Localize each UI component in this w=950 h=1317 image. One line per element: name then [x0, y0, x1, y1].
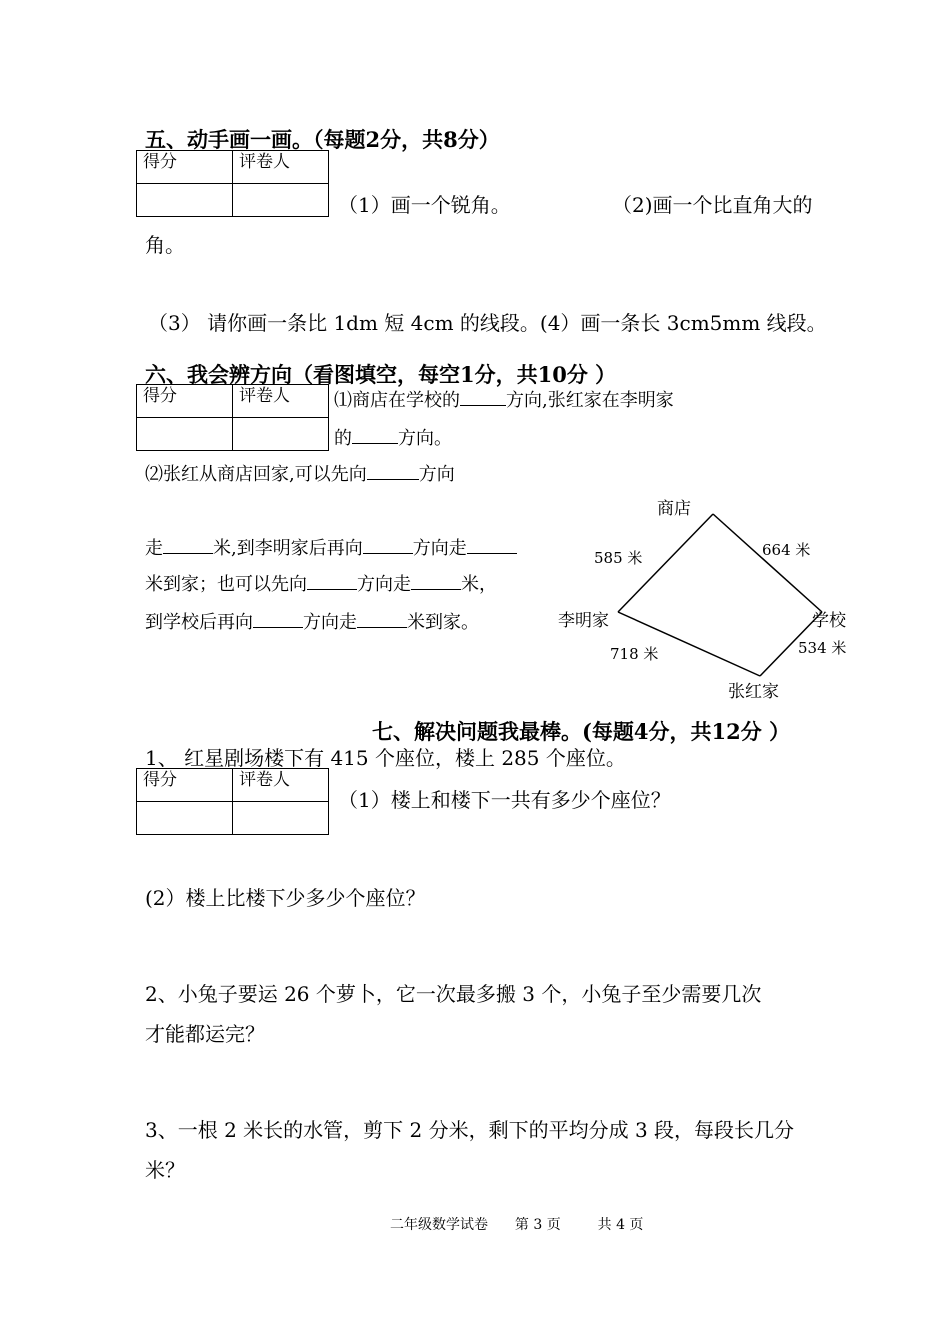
- grader-cell-input[interactable]: [233, 418, 329, 451]
- distance-shop-school: 664 米: [762, 541, 811, 559]
- label-shop: 商店: [657, 499, 691, 519]
- footer-page: 第 3 页: [514, 1217, 561, 1233]
- line5-text-c: 米到家。: [407, 612, 479, 633]
- section6-q2-line4: [145, 608, 479, 634]
- page-footer: [390, 1214, 643, 1234]
- section6-q1-line2: [334, 424, 452, 450]
- answer-blank[interactable]: [163, 553, 213, 554]
- footer-subject: 二年级数学试卷: [390, 1217, 488, 1233]
- edge-liming-shop: [618, 514, 713, 612]
- line4-text-a: 米到家；也可以先向: [145, 574, 307, 595]
- section5-q2: （2)画一个比直角大的: [612, 193, 813, 217]
- line3-text-c: 方向走: [412, 538, 467, 559]
- score-cell-label: 得分: [137, 769, 233, 802]
- answer-blank[interactable]: [352, 443, 398, 444]
- answer-blank[interactable]: [460, 405, 506, 406]
- score-table-section6: [136, 384, 329, 451]
- section6-q2-line3: [145, 570, 497, 596]
- section5-q2-cont: 角。: [145, 233, 185, 257]
- line5-text-a: 到学校后再向: [145, 612, 253, 633]
- q1-text-a: ⑴商店在学校的: [334, 390, 460, 411]
- score-cell-label: 得分: [137, 385, 233, 418]
- grader-cell-label: 评卷人: [233, 769, 329, 802]
- line5-text-b: 方向走: [303, 612, 357, 633]
- answer-blank[interactable]: [467, 553, 517, 554]
- answer-blank[interactable]: [411, 589, 461, 590]
- q2-text-b: 方向: [418, 464, 455, 485]
- label-liming: 李明家: [558, 611, 609, 631]
- section7-title: 七、解决问题我最棒。(每题4分，共12分 ）: [372, 719, 791, 744]
- section7-problem2-line2: 才能都运完？: [145, 1022, 265, 1046]
- section7-problem2-line1: 2、小兔子要运 26 个萝卜，它一次最多搬 3 个，小兔子至少需要几次: [145, 982, 762, 1006]
- section7-problem1-q2: (2）楼上比楼下少多少个座位？: [145, 886, 426, 910]
- section5-title: 五、动手画一画。（每题2分，共8分）: [145, 127, 500, 152]
- section7-problem1-intro: 1、 红星剧场楼下有 415 个座位，楼上 285 个座位。: [145, 746, 626, 770]
- footer-total: 共 4 页: [597, 1217, 644, 1233]
- score-cell-input[interactable]: [137, 418, 233, 451]
- score-table-section5: [136, 150, 329, 217]
- edge-shop-school: [713, 514, 822, 612]
- line4-text-c: 米，: [461, 574, 497, 595]
- line3-text-a: 走: [145, 538, 163, 559]
- grader-cell-input[interactable]: [233, 184, 329, 217]
- line3-text-b: 米,到李明家后再向: [213, 538, 363, 559]
- section5-q1: （1）画一个锐角。: [338, 193, 511, 217]
- section6-q2-line1: [145, 460, 455, 486]
- section7-problem3-line2: 米？: [145, 1158, 185, 1182]
- edge-zhanghong-liming: [618, 612, 760, 676]
- answer-blank[interactable]: [363, 553, 413, 554]
- distance-shop-liming: 585 米: [594, 549, 643, 567]
- score-cell-input[interactable]: [137, 802, 233, 835]
- q1-text-b: 方向,张红家在李明家: [506, 390, 674, 411]
- section6-q2-line2: [145, 534, 517, 560]
- section6-title: 六、我会辨方向（看图填空，每空1分，共10分 ）: [145, 362, 617, 387]
- score-table-section7: [136, 768, 329, 835]
- answer-blank[interactable]: [367, 479, 419, 480]
- score-cell-label: 得分: [137, 151, 233, 184]
- answer-blank[interactable]: [357, 627, 407, 628]
- section7-problem3-line1: 3、一根 2 米长的水管，剪下 2 分米，剩下的平均分成 3 段，每段长几分: [145, 1118, 795, 1142]
- grader-cell-input[interactable]: [233, 802, 329, 835]
- q1-text-d: 方向。: [398, 428, 452, 449]
- grader-cell-label: 评卷人: [233, 151, 329, 184]
- answer-blank[interactable]: [307, 589, 357, 590]
- label-school: 学校: [812, 611, 846, 631]
- q2-text-a: ⑵张红从商店回家,可以先向: [145, 464, 367, 485]
- edge-school-zhanghong: [760, 612, 822, 676]
- section6-q1-line1: [334, 386, 674, 412]
- section7-problem1-q1: （1）楼上和楼下一共有多少个座位？: [338, 788, 671, 812]
- grader-cell-label: 评卷人: [233, 385, 329, 418]
- line4-text-b: 方向走: [357, 574, 411, 595]
- label-zhanghong: 张红家: [728, 682, 779, 702]
- map-quadrilateral: [618, 514, 822, 676]
- distance-liming-zhanghong: 718 米: [610, 645, 659, 663]
- q1-text-c: 的: [334, 428, 352, 449]
- score-cell-input[interactable]: [137, 184, 233, 217]
- answer-blank[interactable]: [253, 627, 303, 628]
- distance-school-zhanghong: 534 米: [798, 639, 847, 657]
- section5-q3: （3） 请你画一条比 1dm 短 4cm 的线段。(4）画一条长 3cm5mm 线段。: [148, 311, 827, 335]
